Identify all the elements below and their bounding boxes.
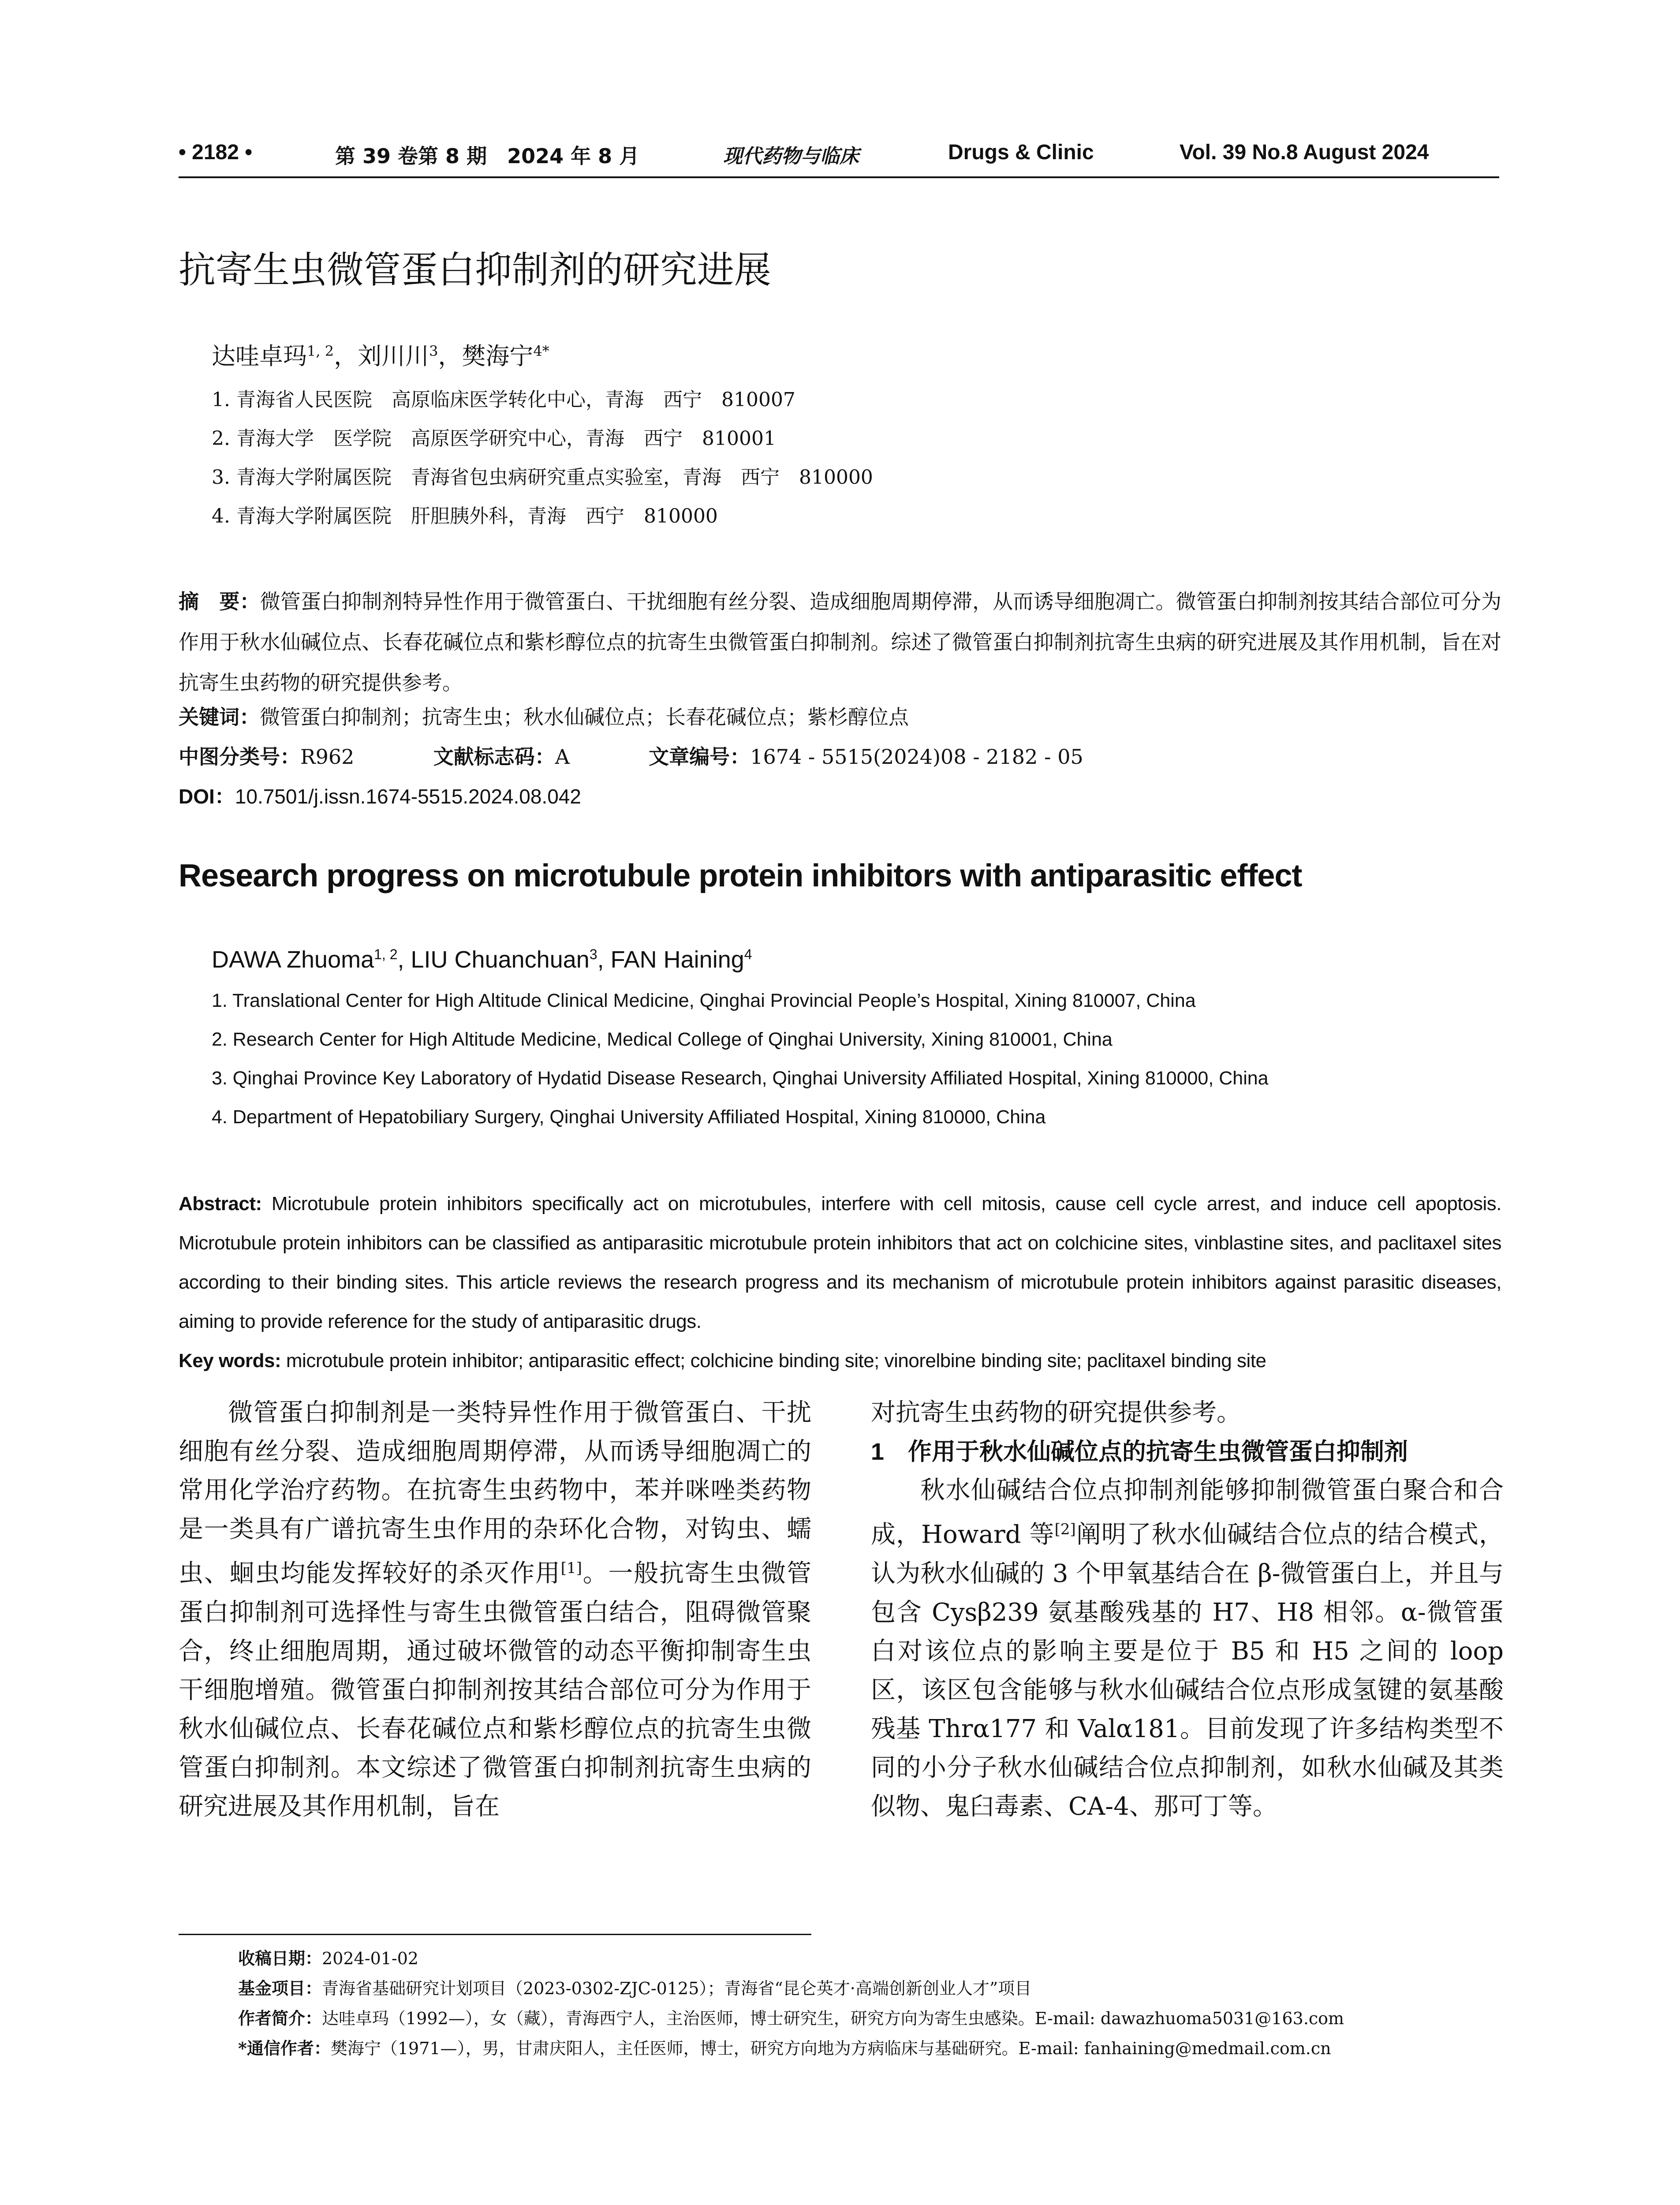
author-3-cn: 樊海宁 — [462, 342, 534, 370]
keywords-cn — [179, 701, 909, 730]
footnote-received — [238, 1945, 418, 1969]
footnote-corresponding — [238, 2035, 1331, 2059]
affiliation-cn-1: 1. 青海省人民医院 高原临床医学转化中心，青海 西宁 810007 — [212, 389, 795, 411]
affiliation-cn-4: 4. 青海大学附属医院 肝胆胰外科，青海 西宁 810000 — [212, 505, 718, 527]
header-issue-en: Vol. 39 No.8 August 2024 — [1180, 141, 1429, 164]
affiliation-en-2: 2. Research Center for High Altitude Medicine, Medical College of Qinghai University, Xining 810001, China — [212, 1029, 1113, 1050]
author-2-affil-sup: 3 — [429, 343, 438, 359]
abstract-en — [179, 1184, 1501, 1380]
doc-code-value: A — [555, 745, 570, 769]
footnote-funding-label: 基金项目： — [238, 1978, 322, 1998]
section-1-text-a: 秋水仙碱结合位点抑制剂能够抑制微管蛋白聚合和合成，Howard 等 — [871, 1476, 1504, 1549]
body-column-right — [871, 1394, 1504, 1826]
keywords-en-text: microtubule protein inhibitor; antiparasitic effect; colchicine binding site; vinorelbine binding site; paclitaxel binding site — [286, 1350, 1266, 1372]
affiliation-en-1: 1. Translational Center for High Altitude Clinical Medicine, Qinghai Provincial People’s Hospital, Xining 810007, China — [212, 990, 1196, 1011]
author-2-en: LIU Chuanchuan — [411, 946, 590, 973]
section-1-paragraph — [871, 1471, 1504, 1826]
doi-line — [179, 781, 581, 810]
doc-code-label: 文献标志码： — [433, 745, 555, 769]
clc-label: 中图分类号： — [179, 745, 300, 769]
author-sep: ， — [334, 342, 358, 370]
affiliation-cn-3: 3. 青海大学附属医院 青海省包虫病研究重点实验室，青海 西宁 810000 — [212, 466, 873, 489]
intro-paragraph — [179, 1394, 811, 1826]
article-no-value: 1674 - 5515(2024)08 - 2182 - 05 — [750, 745, 1083, 769]
footnote-funding-text: 青海省基础研究计划项目（2023-0302-ZJC-0125）；青海省“昆仑英才·高端创新创业人才”项目 — [322, 1979, 1032, 1998]
citation-2[interactable]: [2] — [1054, 1521, 1076, 1538]
footnote-funding — [238, 1975, 1031, 1999]
footnote-received-text: 2024-01-02 — [322, 1949, 419, 1968]
doi-label: DOI： — [179, 785, 235, 808]
footnote-received-label: 收稿日期： — [238, 1948, 322, 1968]
section-1-text-b: 阐明了秋水仙碱结合位点的结合模式，认为秋水仙碱的 3 个甲氧基结合在 β-微管蛋白上，并且与包含 Cysβ239 氨基酸残基的 H7、H8 相邻。α-微管蛋白对该位点的影响主要是位于 B5 和 H5 之间的 loop 区，该区包含能够与秋水仙碱结合位点形成氢键的氨基酸残基 Thrα177 和 Valα181。目前发现了许多结构类型不同的小分子秋水仙碱结合位点抑制剂，如秋水仙碱及其类似物、鬼臼毒素、CA-4、那可丁等。 — [871, 1520, 1504, 1821]
keywords-cn-text: 微管蛋白抑制剂；抗寄生虫；秋水仙碱位点；长春花碱位点；紫杉醇位点 — [260, 705, 909, 729]
doi-value[interactable]: 10.7501/j.issn.1674-5515.2024.08.042 — [235, 785, 581, 808]
abstract-en-text: Microtubule protein inhibitors specifically act on microtubules, interfere with cell mitosis, cause cell cycle arrest, and induce cell apoptosis. Microtubule protein inhibitors can be classified as antiparasitic microtubule protein inhibitors that act on colchicine sites, vinblastine sites, and paclitaxel sites according to their binding sites. This article reviews the research progress and its mechanism of microtubule protein inhibitors against parasitic diseases, aiming to provide reference for the study of antiparasitic drugs. — [179, 1193, 1501, 1332]
footnote-corresponding-text: 樊海宁（1971—），男，甘肃庆阳人，主任医师，博士，研究方向地为方病临床与基础研究。E-mail: fanhaining@medmail.com.cn — [330, 2039, 1331, 2058]
author-sep-en: , — [397, 946, 411, 973]
article-no-label: 文章编号： — [649, 745, 750, 769]
running-header — [179, 140, 1499, 176]
header-page-number: • 2182 • — [179, 141, 253, 164]
footnote-corresponding-label: *通信作者： — [238, 2038, 331, 2058]
header-journal-en: Drugs & Clinic — [948, 141, 1094, 164]
author-sep: ， — [438, 342, 462, 370]
footnote-author-bio-label: 作者简介： — [238, 2008, 322, 2028]
author-1-en: DAWA Zhuoma — [212, 946, 374, 973]
header-issue-cn: 第 39 卷第 8 期 2024 年 8 月 — [335, 144, 640, 168]
title-cn: 抗寄生虫微管蛋白抑制剂的研究进展 — [179, 248, 772, 292]
author-1-cn: 达哇卓玛 — [212, 342, 307, 370]
classification-line — [179, 741, 1083, 770]
footnote-author-bio-text: 达哇卓玛（1992—），女（藏），青海西宁人，主治医师，博士研究生，研究方向为寄生虫感染。E-mail: dawazhuoma5031@163.com — [322, 2009, 1344, 2028]
header-rule — [179, 176, 1499, 178]
intro-text-a: 微管蛋白抑制剂是一类特异性作用于微管蛋白、干扰细胞有丝分裂、造成细胞周期停滞，从而诱导细胞凋亡的常用化学治疗药物。在抗寄生虫药物中，苯并咪唑类药物是一类具有广谱抗寄生虫作用的杂环化合物，对钩虫、蠕虫、蛔虫均能发挥较好的杀灭作用 — [179, 1398, 811, 1588]
keywords-cn-label: 关键词： — [179, 705, 260, 729]
author-2-cn: 刘川川 — [358, 342, 429, 370]
header-journal-cn: 现代药物与临床 — [723, 145, 859, 168]
author-2-en-sup: 3 — [589, 946, 597, 962]
citation-1[interactable]: [1] — [560, 1559, 582, 1577]
footnote-author-bio — [238, 2005, 1344, 2029]
body-column-left — [179, 1394, 811, 1826]
affiliation-en-3: 3. Qinghai Province Key Laboratory of Hydatid Disease Research, Qinghai University Affiliated Hospital, Xining 810000, China — [212, 1068, 1269, 1089]
clc-value: R962 — [300, 745, 355, 769]
abstract-cn-label: 摘 要： — [179, 590, 260, 613]
intro-continuation: 对抗寄生虫药物的研究提供参考。 — [871, 1398, 1241, 1427]
author-3-en: FAN Haining — [610, 946, 744, 973]
author-1-en-sup: 1, 2 — [374, 946, 398, 962]
section-1-heading: 1 作用于秋水仙碱位点的抗寄生虫微管蛋白抑制剂 — [871, 1439, 1408, 1465]
abstract-cn — [179, 581, 1501, 703]
intro-text-b: 。一般抗寄生虫微管蛋白抑制剂可选择性与寄生虫微管蛋白结合，阻碍微管聚合，终止细胞周期，通过破坏微管的动态平衡抑制寄生虫干细胞增殖。微管蛋白抑制剂按其结合部位可分为作用于秋水仙碱位点、长春花碱位点和紫杉醇位点的抗寄生虫微管蛋白抑制剂。本文综述了微管蛋白抑制剂抗寄生虫病的研究进展及其作用机制，旨在 — [179, 1559, 812, 1821]
author-sep-en: , — [597, 946, 611, 973]
author-3-affil-sup: 4* — [533, 343, 549, 359]
affiliation-en-4: 4. Department of Hepatobiliary Surgery, Qinghai University Affiliated Hospital, Xining 810000, China — [212, 1106, 1046, 1128]
author-1-affil-sup: 1, 2 — [307, 343, 334, 359]
abstract-cn-text: 微管蛋白抑制剂特异性作用于微管蛋白、干扰细胞有丝分裂、造成细胞周期停滞，从而诱导细胞凋亡。微管蛋白抑制剂按其结合部位可分为作用于秋水仙碱位点、长春花碱位点和紫杉醇位点的抗寄生虫微管蛋白抑制剂。综述了微管蛋白抑制剂抗寄生虫病的研究进展及其作用机制，旨在对抗寄生虫药物的研究提供参考。 — [179, 590, 1501, 695]
title-en: Research progress on microtubule protein inhibitors with antiparasitic effect — [179, 858, 1302, 893]
keywords-en-label: Key words: — [179, 1350, 281, 1372]
authors-cn — [212, 337, 549, 371]
affiliation-cn-2: 2. 青海大学 医学院 高原医学研究中心，青海 西宁 810001 — [212, 427, 776, 450]
footnote-rule — [179, 1934, 811, 1935]
author-3-en-sup: 4 — [744, 946, 752, 962]
authors-en — [212, 946, 752, 973]
abstract-en-label: Abstract: — [179, 1193, 262, 1215]
